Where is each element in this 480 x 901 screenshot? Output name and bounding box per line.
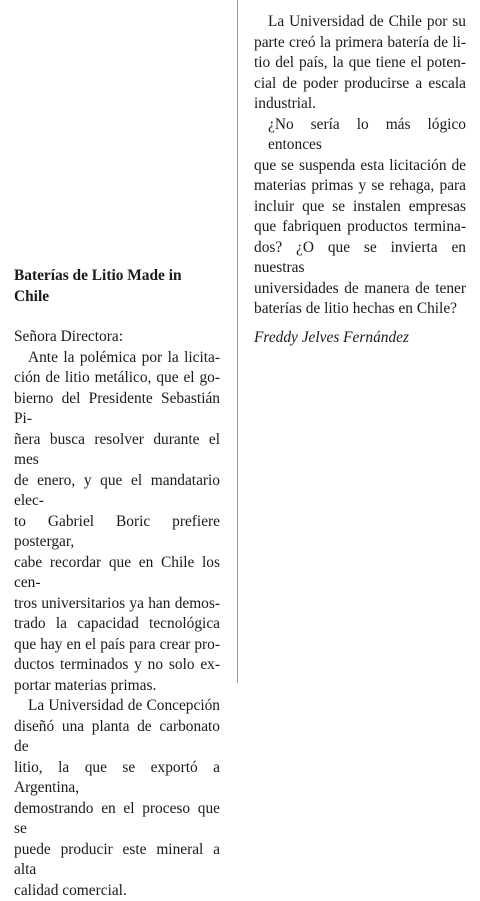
paragraph-line: ñera busca resolver durante el mes (14, 430, 220, 471)
paragraph-line: ción de litio metálico, que el go- (14, 368, 220, 389)
paragraph-line: diseñó una planta de carbonato de (14, 717, 220, 758)
paragraph-line: que hay en el país para crear pro- (14, 635, 220, 656)
paragraph-line: La Universidad de Concepción (14, 696, 220, 717)
paragraph-line: trado la capacidad tecnológica (14, 614, 220, 635)
paragraph-line: demostrando en el proceso que se (14, 799, 220, 840)
paragraph-line: parte creó la primera batería de li- (254, 33, 466, 54)
paragraph-1 (14, 348, 220, 697)
right-column (254, 12, 466, 348)
paragraph-2 (14, 696, 220, 901)
paragraph-line: tio del país, la que tiene el poten- (254, 53, 466, 74)
left-column (14, 266, 220, 901)
letter-headline: Baterías de Litio Made in Chile (14, 266, 220, 307)
paragraph-line: bierno del Presidente Sebastián Pi- (14, 389, 220, 430)
paragraph-line: industrial. (254, 94, 466, 115)
paragraph-line: La Universidad de Chile por su (254, 12, 466, 33)
paragraph-line: que se suspenda esta licitación de (254, 156, 466, 177)
column-divider (237, 0, 238, 683)
paragraph-line: calidad comercial. (14, 881, 220, 901)
paragraph-line: ¿No sería lo más lógico entonces (254, 115, 466, 156)
paragraph-line: baterías de litio hechas en Chile? (254, 299, 466, 320)
paragraph-line: dos? ¿O que se invierta en nuestras (254, 238, 466, 279)
paragraph-line: que fabriquen productos termina- (254, 217, 466, 238)
letter-signature: Freddy Jelves Fernández (254, 328, 466, 349)
paragraph-line: incluir que se instalen empresas (254, 197, 466, 218)
paragraph-line: tros universitarios ya han demos- (14, 594, 220, 615)
paragraph-line: cabe recordar que en Chile los cen- (14, 553, 220, 594)
paragraph-line: Ante la polémica por la licita- (14, 348, 220, 369)
paragraph-line: portar materias primas. (14, 676, 220, 697)
letter-salutation: Señora Directora: (14, 327, 220, 348)
paragraph-3 (254, 12, 466, 115)
paragraph-line: puede producir este mineral a alta (14, 840, 220, 881)
paragraph-4 (254, 115, 466, 320)
paragraph-line: materias primas y se rehaga, para (254, 176, 466, 197)
paragraph-line: universidades de manera de tener (254, 279, 466, 300)
paragraph-line: de enero, y que el mandatario elec- (14, 471, 220, 512)
paragraph-line: to Gabriel Boric prefiere postergar, (14, 512, 220, 553)
paragraph-line: ductos terminados y no solo ex- (14, 655, 220, 676)
paragraph-line: cial de poder producirse a escala (254, 74, 466, 95)
paragraph-line: litio, la que se exportó a Argentina, (14, 758, 220, 799)
